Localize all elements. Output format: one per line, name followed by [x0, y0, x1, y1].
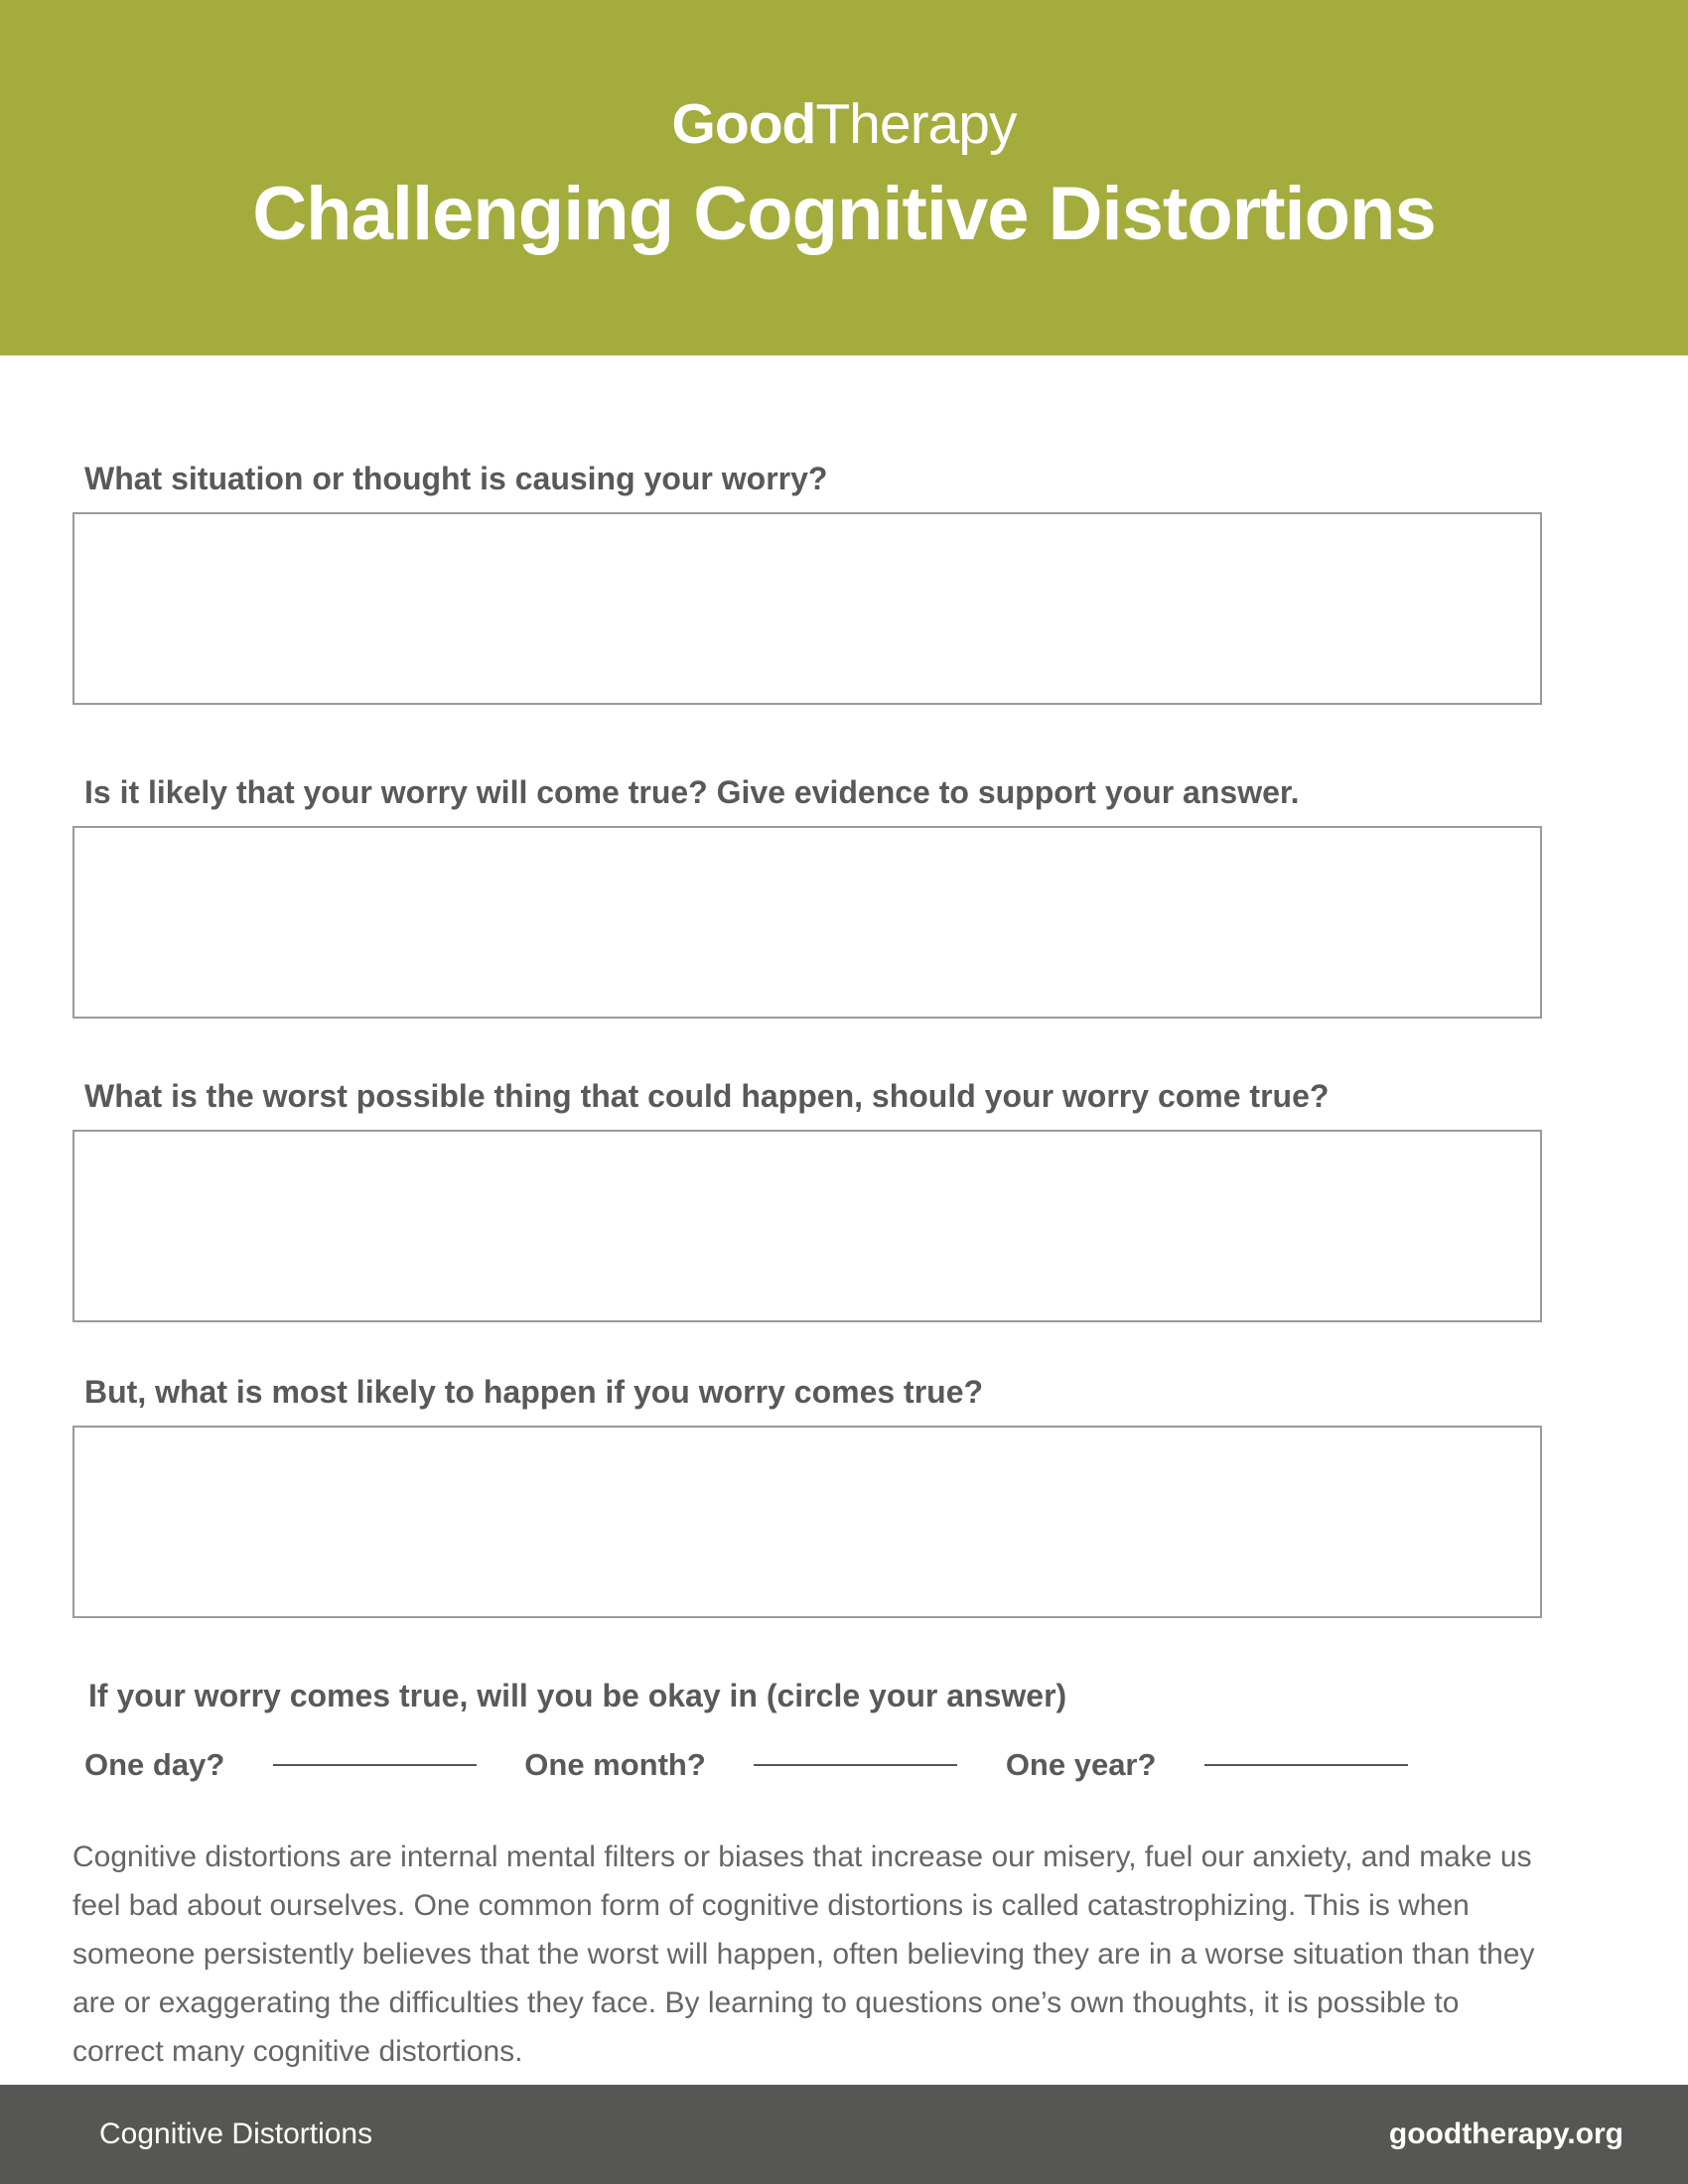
question-label-most-likely: But, what is most likely to happen if you worry comes true? — [84, 1374, 984, 1410]
blank-line-one-day — [273, 1764, 477, 1766]
answer-box-most-likely[interactable] — [72, 1426, 1542, 1618]
circle-option-one-day[interactable]: One day? — [84, 1747, 225, 1782]
worksheet-body — [0, 459, 1688, 2076]
blank-line-one-year — [1204, 1764, 1408, 1766]
circle-option-one-month[interactable]: One month? — [524, 1747, 706, 1782]
header-banner — [0, 0, 1688, 355]
question-label-situation: What situation or thought is causing your worry? — [84, 461, 828, 496]
circle-answer-row — [72, 1747, 1408, 1783]
question-label-likelihood: Is it likely that your worry will come true? Give evidence to support your answer. — [84, 774, 1300, 810]
answer-box-likelihood[interactable] — [72, 826, 1542, 1019]
footer-site-link[interactable]: goodtherapy.org — [1388, 2117, 1623, 2150]
circle-option-one-year[interactable]: One year? — [1005, 1747, 1157, 1782]
footer-worksheet-name: Cognitive Distortions — [99, 2117, 373, 2150]
page-title: Challenging Cognitive Distortions — [252, 172, 1436, 256]
explainer-paragraph: Cognitive distortions are internal mental filters or biases that increase our misery, fuel our anxiety, and make us feel bad about ourselves. One common form of cognitive distortions is called catastrophizing. This is when someone persistently believes that the worst will happen, often believing they are in a worse situation than they are or exaggerating the difficulties they face. By learning to questions one’s own thoughts, it is possible to correct many cognitive distortions. — [72, 1841, 1535, 2068]
logo-text-light: Therapy — [815, 92, 1017, 156]
question-label-circle-answer: If your worry comes true, will you be okay in (circle your answer) — [88, 1678, 1067, 1713]
answer-box-worst-case[interactable] — [72, 1130, 1542, 1322]
logo-text-bold: Good — [671, 92, 816, 156]
footer-bar — [0, 2085, 1688, 2184]
question-label-worst-case: What is the worst possible thing that could happen, should your worry come true? — [84, 1078, 1330, 1114]
goodtherapy-logo — [0, 0, 1688, 157]
answer-box-situation[interactable] — [72, 512, 1542, 705]
blank-line-one-month — [754, 1764, 957, 1766]
